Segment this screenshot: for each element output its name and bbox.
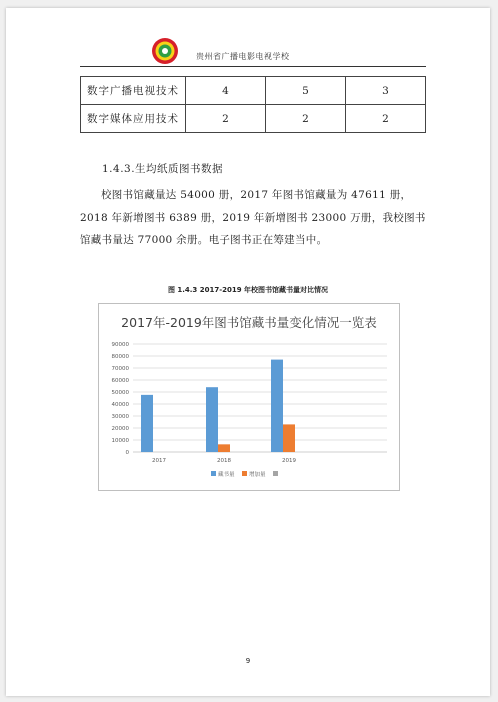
table-row (81, 105, 426, 133)
x-tick-label: 2019 (282, 458, 296, 464)
value-cell: 3 (346, 77, 426, 105)
section-title: 1.4.3.生均纸质图书数据 (102, 163, 224, 175)
school-logo-icon (151, 37, 179, 65)
y-tick-label: 20000 (111, 426, 129, 432)
section-paragraph (80, 184, 430, 252)
legend-label: 增加量 (249, 472, 266, 478)
table-row (81, 77, 426, 105)
value-cell: 5 (266, 77, 346, 105)
bar-增加量-2019 (283, 424, 295, 452)
x-tick-label: 2017 (152, 458, 166, 464)
legend-label: 藏书量 (218, 472, 235, 478)
legend-swatch (273, 471, 278, 476)
header-rule (80, 66, 426, 67)
value-cell: 2 (186, 105, 266, 133)
bar-增加量-2018 (218, 444, 230, 452)
y-tick-label: 80000 (111, 354, 129, 360)
program-name-cell: 数字媒体应用技术 (81, 105, 186, 133)
y-tick-label: 30000 (111, 414, 129, 420)
x-tick-label: 2018 (217, 458, 231, 464)
value-cell: 4 (186, 77, 266, 105)
page-number: 9 (245, 657, 251, 665)
figure-caption: 图 1.4.3 2017-2019 年校图书馆藏书量对比情况 (167, 286, 329, 294)
legend-swatch (211, 471, 216, 476)
y-tick-label: 50000 (111, 390, 129, 396)
y-tick-label: 10000 (111, 438, 129, 444)
paragraph-text: 校图书馆藏量达 54000 册，2017 年图书馆藏量为 47611 册，2018 年新增图书 6389 册，2019 年新增图书 23000 万册，我校图书馆藏书量达 77000 余册。电子图书正在筹建当中。 (80, 189, 426, 246)
program-table (80, 76, 426, 133)
chart-title: 2017年-2019年图书馆藏书量变化情况一览表 (121, 315, 377, 330)
y-tick-label: 60000 (111, 378, 129, 384)
school-name-header: 贵州省广播电影电视学校 (196, 52, 290, 61)
value-cell: 2 (266, 105, 346, 133)
y-tick-label: 90000 (111, 342, 129, 348)
program-name-cell: 数字广播电视技术 (81, 77, 186, 105)
bar-藏书量-2019 (271, 360, 283, 452)
bar-chart (98, 303, 400, 491)
chart-svg (99, 304, 399, 490)
bar-藏书量-2017 (141, 395, 153, 452)
y-tick-label: 0 (125, 450, 129, 456)
y-tick-label: 40000 (111, 402, 129, 408)
y-tick-label: 70000 (111, 366, 129, 372)
bar-藏书量-2018 (206, 387, 218, 452)
value-cell: 2 (346, 105, 426, 133)
legend-swatch (242, 471, 247, 476)
document-page (6, 8, 490, 696)
